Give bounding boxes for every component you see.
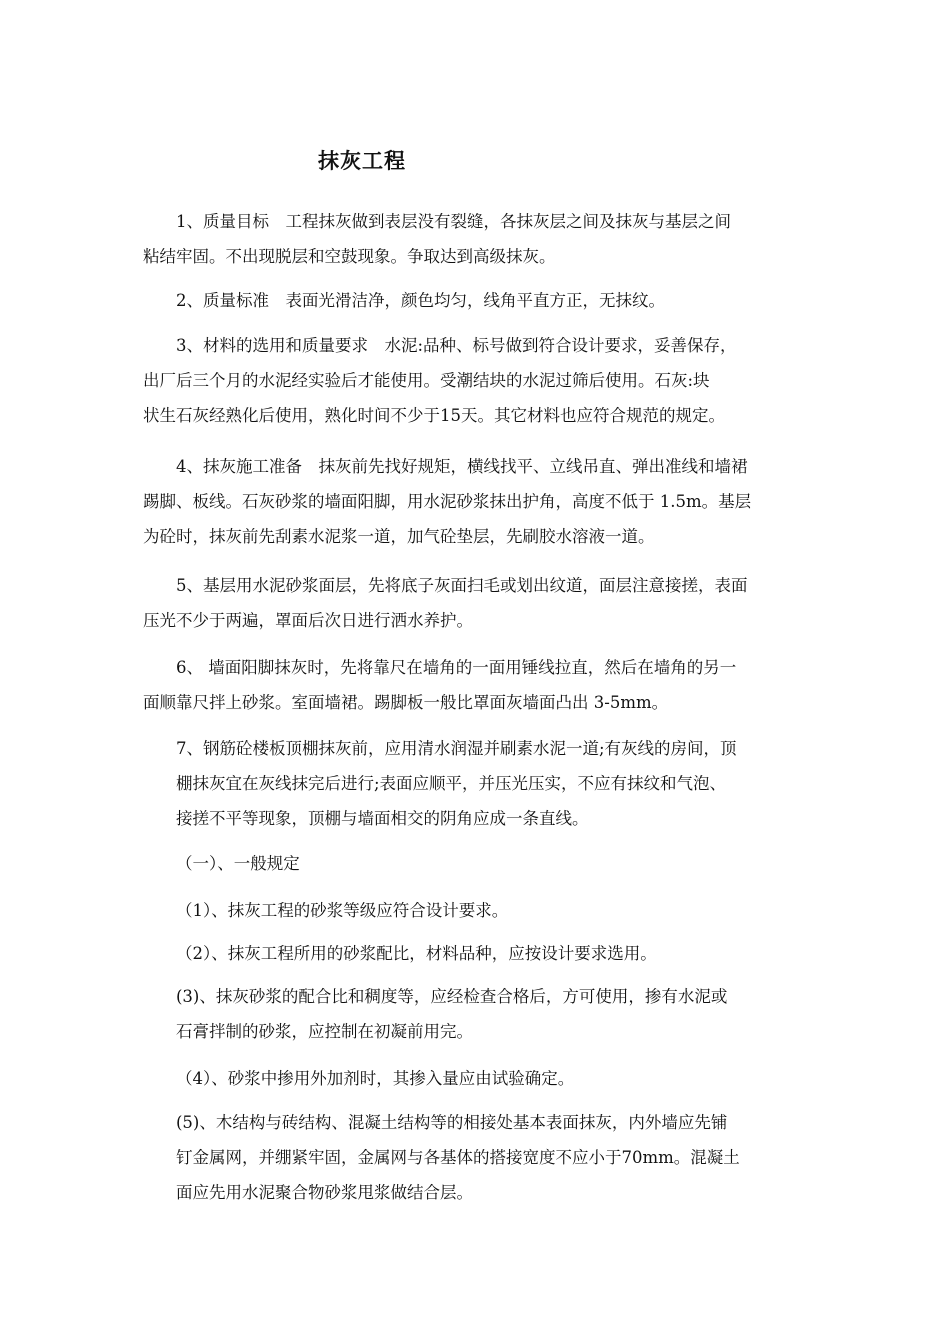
text-line: 1、质量目标 工程抹灰做到表层没有裂缝，各抹灰层之间及抹灰与基层之间 [176, 212, 731, 231]
text-line: 石膏拌制的砂浆，应控制在初凝前用完。 [176, 1022, 473, 1041]
text-line: 2、质量标准 表面光滑洁净，颜色均匀，线角平直方正，无抹纹。 [176, 291, 665, 310]
text-line: 钉金属网，并绷紧牢固，金属网与各基体的搭接宽度不应小于70mm。混凝土 [176, 1148, 740, 1167]
rule-item-5 [176, 1105, 808, 1210]
text-line: 面顺靠尺拌上砂浆。室面墙裙。踢脚板一般比罩面灰墙面凸出 3-5mm。 [143, 693, 669, 712]
page-title: 抹灰工程 [318, 149, 406, 173]
text-line: （1）、抹灰工程的砂浆等级应符合设计要求。 [176, 901, 509, 920]
text-line: 接搓不平等现象，顶棚与墙面相交的阴角应成一条直线。 [176, 809, 589, 828]
text-line: 6、 墙面阳脚抹灰时，先将靠尺在墙角的一面用锤线拉直，然后在墙角的另一 [176, 658, 737, 677]
rule-item-3 [176, 979, 808, 1049]
text-line: 状生石灰经熟化后使用，熟化时间不少于15天。其它材料也应符合规范的规定。 [143, 406, 725, 425]
text-line: 踢脚、板线。石灰砂浆的墙面阳脚，用水泥砂浆抹出护角，高度不低于 1.5m。基层 [143, 492, 752, 511]
text-line: 7、钢筋砼楼板顶棚抹灰前，应用清水润湿并刷素水泥一道;有灰线的房间，顶 [176, 739, 737, 758]
paragraph-ceiling [143, 731, 808, 836]
paragraph-quality-goal [143, 204, 808, 274]
rule-item-4 [176, 1061, 808, 1096]
text-line: 出厂后三个月的水泥经实验后才能使用。受潮结块的水泥过筛后使用。石灰:块 [143, 371, 710, 390]
paragraph-corner-plastering [143, 650, 808, 720]
text-line: 5、基层用水泥砂浆面层，先将底子灰面扫毛或划出纹道，面层注意接搓，表面 [176, 576, 748, 595]
text-line: 棚抹灰宜在灰线抹完后进行;表面应顺平，并压光压实，不应有抹纹和气泡、 [176, 774, 727, 793]
section-heading-general-rules [176, 846, 808, 881]
text-line: 粘结牢固。不出现脱层和空鼓现象。争取达到高级抹灰。 [143, 247, 556, 266]
text-line: 3、材料的选用和质量要求 水泥:品种、标号做到符合设计要求，妥善保存， [176, 336, 737, 355]
text-line: （2）、抹灰工程所用的砂浆配比，材料品种，应按设计要求选用。 [176, 944, 657, 963]
text-line: 压光不少于两遍，罩面后次日进行洒水养护。 [143, 611, 473, 630]
rule-item-2 [176, 936, 808, 971]
text-line: （4）、砂浆中掺用外加剂时，其掺入量应由试验确定。 [176, 1069, 575, 1088]
text-line: 4、抹灰施工准备 抹灰前先找好规矩，横线找平、立线吊直、弹出准线和墙裙 [176, 457, 748, 476]
paragraph-preparation [143, 449, 808, 554]
paragraph-materials [143, 328, 808, 433]
paragraph-base-layer [143, 568, 808, 638]
rule-item-1 [176, 893, 808, 928]
text-line: (5)、木结构与砖结构、混凝土结构等的相接处基本表面抹灰，内外墙应先铺 [176, 1113, 728, 1132]
text-line: （一）、一般规定 [176, 854, 300, 873]
text-line: (3)、抹灰砂浆的配合比和稠度等，应经检查合格后，方可使用，掺有水泥或 [176, 987, 728, 1006]
text-line: 面应先用水泥聚合物砂浆甩浆做结合层。 [176, 1183, 473, 1202]
text-line: 为砼时，抹灰前先刮素水泥浆一道，加气砼垫层，先刷胶水溶液一道。 [143, 527, 655, 546]
paragraph-quality-standard [143, 283, 808, 318]
